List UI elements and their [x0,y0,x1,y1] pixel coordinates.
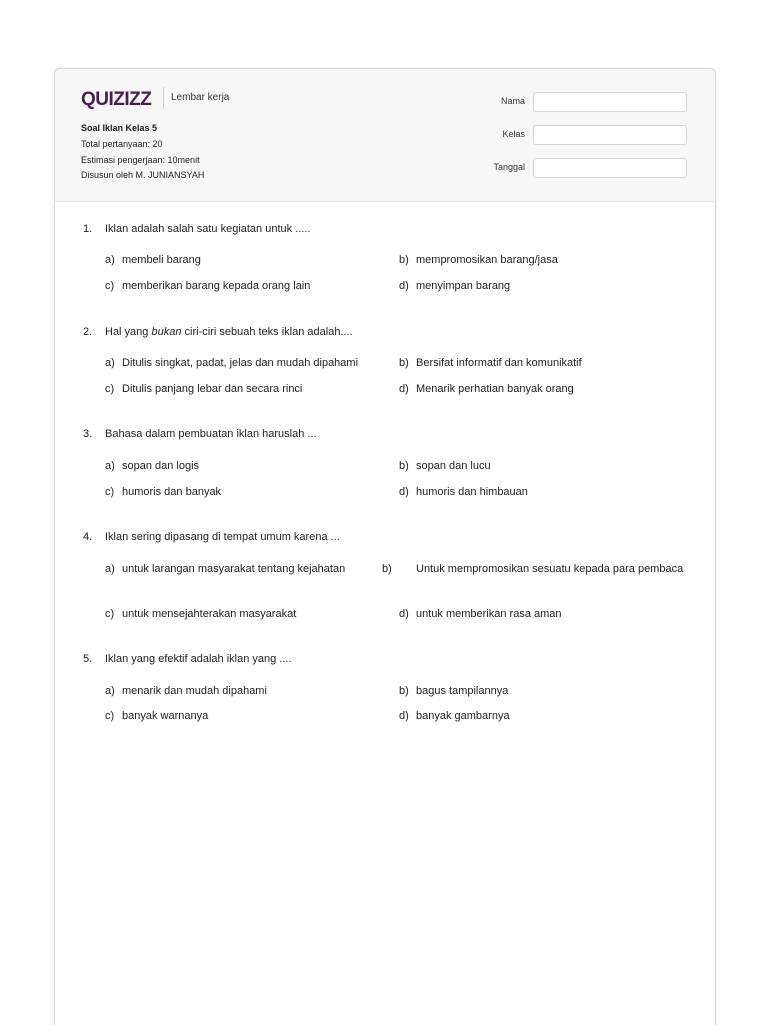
question-number: 3. [83,428,93,440]
name-label: Nama [500,96,525,106]
question-text: Iklan sering dipasang di tempat umum karena ... [105,531,340,543]
total-questions: Total pertanyaan: 20 [81,139,163,149]
question-number: 5. [83,653,93,665]
worksheet-header [55,69,715,202]
question-text: Iklan yang efektif adalah iklan yang .... [105,653,292,665]
option-b: b) Bersifat informatif dan komunikatif [399,357,582,369]
option-d: d) humoris dan himbauan [399,486,528,498]
quizizz-logo [81,87,159,109]
option-a: a) untuk larangan masyarakat tentang kejahatan [105,563,346,575]
question-number: 4. [83,531,93,543]
option-c: c) memberikan barang kepada orang lain [105,280,311,292]
svg-text:QUIZIZZ: QUIZIZZ [81,89,152,109]
class-label: Kelas [502,129,525,139]
option-b: b) mempromosikan barang/jasa [399,254,558,266]
option-a: a) Ditulis singkat, padat, jelas dan mudah dipahami [105,357,359,369]
option-a: a) menarik dan mudah dipahami [105,685,267,697]
option-b: b) bagus tampilannya [399,685,509,697]
author: Disusun oleh M. JUNIANSYAH [81,170,205,180]
date-field[interactable] [533,158,687,178]
class-field[interactable] [533,125,687,145]
worksheet-title: Soal Iklan Kelas 5 [81,123,158,133]
date-label: Tanggal [493,162,525,172]
question-text: Hal yang bukan ciri-ciri sebuah teks iklan adalah.... [105,326,353,338]
worksheet-page [54,68,716,1025]
option-d: d) menyimpan barang [399,280,511,292]
question-number: 2. [83,326,93,338]
option-c: c) untuk mensejahterakan masyarakat [105,608,297,620]
option-b: b) sopan dan lucu [399,460,491,472]
option-a: a) membeli barang [105,254,201,266]
option-d: d) untuk memberikan rasa aman [399,608,562,620]
question-text: Iklan adalah salah satu kegiatan untuk ..... [105,223,311,235]
logo-divider [163,87,164,109]
option-b: b) Untuk mempromosikan sesuatu kepada para pembaca [382,563,684,575]
worksheet-subtitle: Lembar kerja [171,92,230,103]
name-field[interactable] [533,92,687,112]
option-c: c) banyak warnanya [105,710,209,722]
option-a: a) sopan dan logis [105,460,200,472]
option-d: d) Menarik perhatian banyak orang [399,383,574,395]
question-number: 1. [83,223,93,235]
emphasis-word: bukan [151,326,182,338]
question-text: Bahasa dalam pembuatan iklan haruslah ... [105,428,317,440]
option-c: c) humoris dan banyak [105,486,222,498]
time-estimate: Estimasi pengerjaan: 10menit [81,155,200,165]
option-d: d) banyak gambarnya [399,710,510,722]
option-c: c) Ditulis panjang lebar dan secara rinci [105,383,303,395]
